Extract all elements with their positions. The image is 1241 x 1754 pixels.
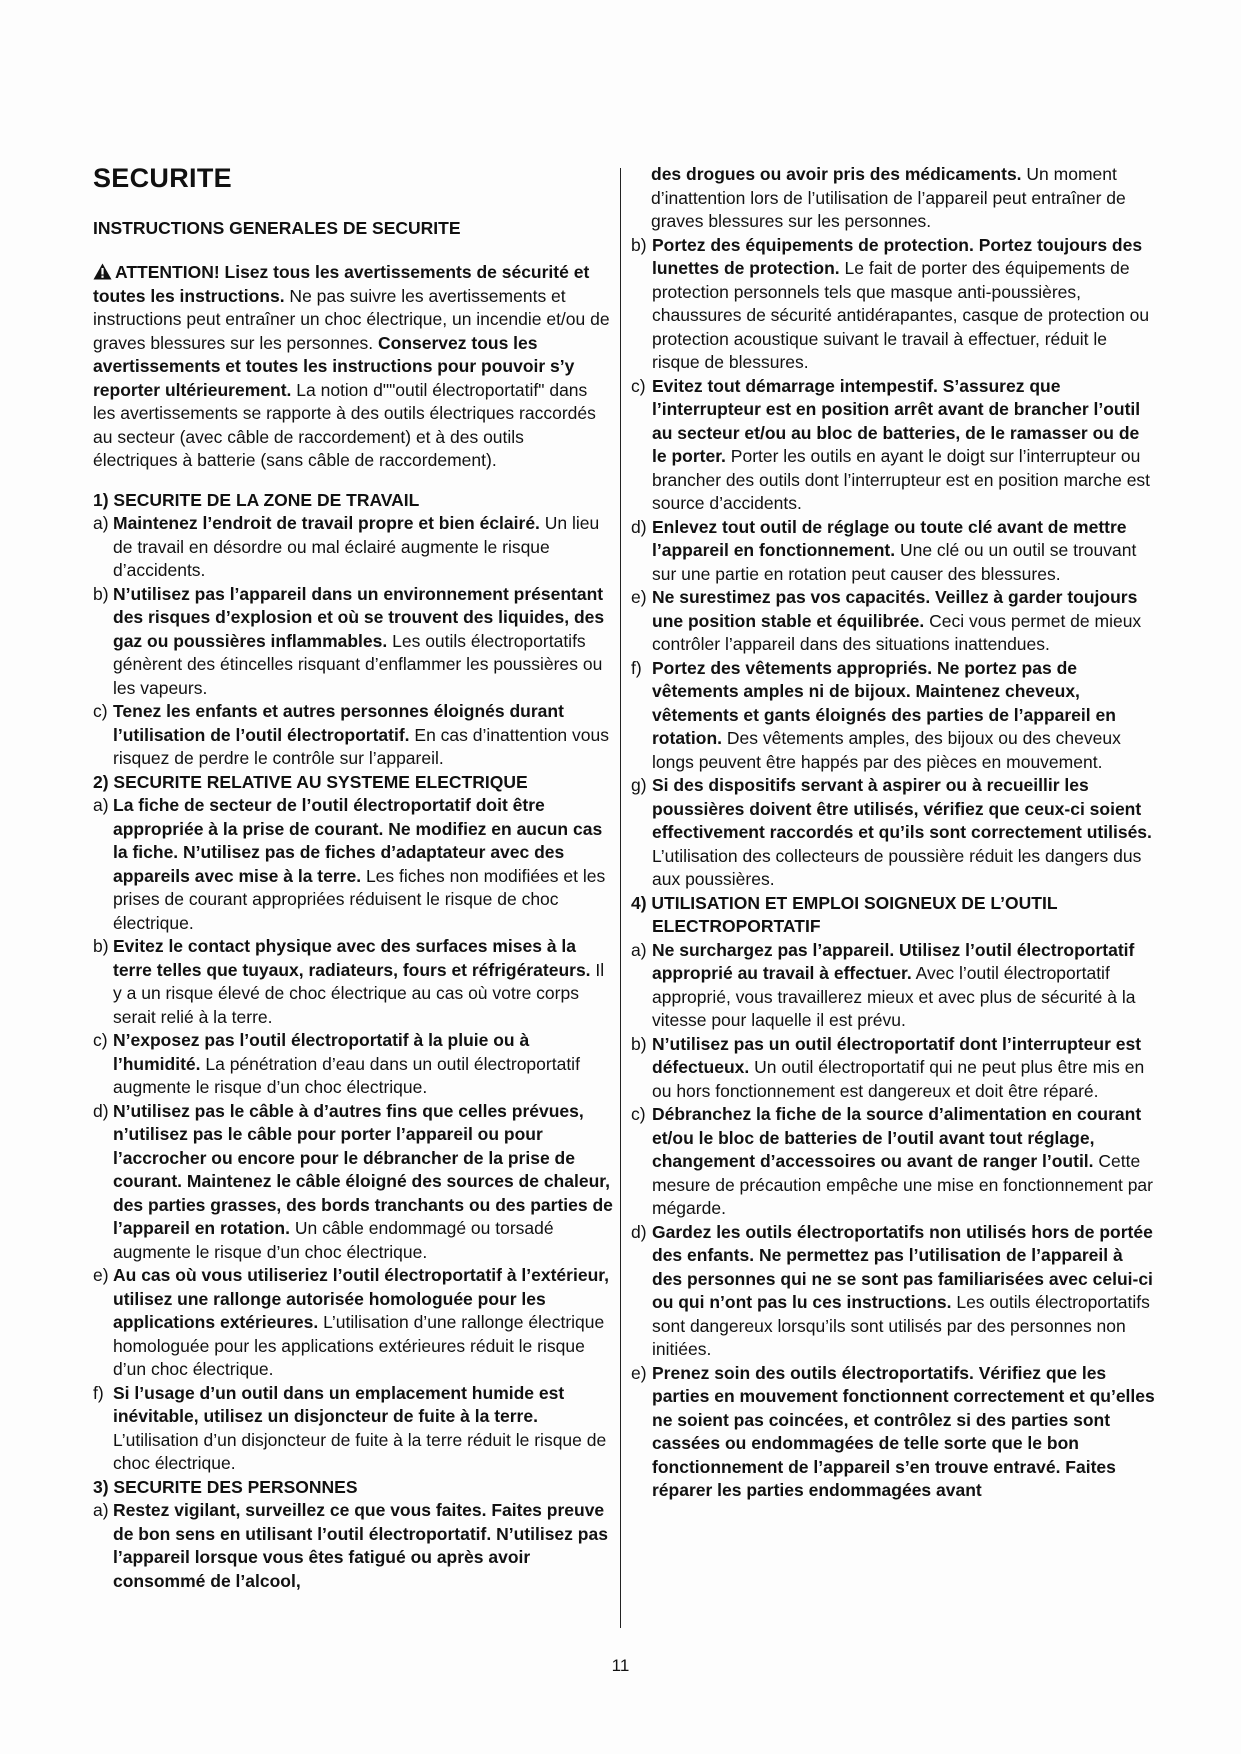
list-item: b) Portez des équipements de protection. Portez toujours des lunettes de protection. Le fait de porter des équipements de protection personnels tels que masque anti-poussières, chaussures de sécurité antidérapantes, casque de protection ou protection acoustique suivant le travail à effectuer, réduit le risque de blessures.	[631, 234, 1150, 372]
page-title: SECURITE	[93, 163, 232, 193]
right-column	[631, 163, 1156, 1503]
left-column	[93, 163, 613, 1593]
list-item: c) N’exposez pas l’outil électroportatif à la pluie ou à l’humidité. La pénétration d’eau dans un outil électroportatif augmente le risque d’un choc électrique.	[93, 1030, 580, 1097]
list-item: a) Ne surchargez pas l’appareil. Utilisez l’outil électroportatif approprié au travail à effectuer. Avec l’outil électroportatif approprié, vous travaillerez mieux et avec plus de sécurité à la vitesse pour laquelle il est prévu.	[631, 939, 1136, 1030]
column-divider	[620, 168, 621, 1628]
list-item: g) Si des dispositifs servant à aspirer ou à recueillir les poussières doivent être utilisés, vérifiez que ceux-ci soient effectivement raccordés et qu’ils sont correctement utilisés. L’utilisation des collecteurs de poussière réduit les dangers dus aux poussières.	[631, 775, 1152, 889]
section-4-title: 4) UTILISATION ET EMPLOI SOIGNEUX DE L’OUTIL ELECTROPORTATIF	[631, 892, 1058, 936]
section-3-title: 3) SECURITE DES PERSONNES	[93, 1476, 358, 1497]
list-item: a) Restez vigilant, surveillez ce que vous faites. Faites preuve de bon sens en utilisant l’outil électroportatif. N’utilisez pas l’appareil lorsque vous êtes fatigué ou après avoir consommé de l’alcool,	[93, 1500, 608, 1591]
list-item: c) Tenez les enfants et autres personnes éloignés durant l’utilisation de l’outil électroportatif. En cas d’inattention vous risquez de perdre le contrôle sur l’appareil.	[93, 701, 609, 768]
list-item: f) Si l’usage d’un outil dans un emplacement humide est inévitable, utilisez un disjoncteur de fuite à la terre. L’utilisation d’un disjoncteur de fuite à la terre réduit le risque de choc électrique.	[93, 1382, 607, 1473]
list-item: d) N’utilisez pas le câble à d’autres fins que celles prévues, n’utilisez pas le câble pour porter l’appareil ou pour l’accrocher ou encore pour le débrancher de la prise de courant. Maintenez le câble éloigné des sources de chaleur, des parties grasses, des bords tranchants ou des parties de l’appareil en rotation. Un câble endommagé ou torsadé augmente le risque d’un choc électrique.	[93, 1100, 613, 1262]
page-subtitle: INSTRUCTIONS GENERALES DE SECURITE	[93, 218, 461, 238]
list-item: d) Gardez les outils électroportatifs non utilisés hors de portée des enfants. Ne permettez pas l’utilisation de l’appareil à des personnes qui ne se sont pas familiarisées avec celui-ci ou qui n’ont pas lu ces instructions. Les outils électroportatifs sont dangereux lorsqu’ils sont utilisés par des personnes non initiées.	[631, 1221, 1153, 1359]
list-item: b) N’utilisez pas un outil électroportatif dont l’interrupteur est défectueux. Un outil électroportatif qui ne peut plus être mis en ou hors fonctionnement est dangereux et doit être réparé.	[631, 1033, 1145, 1101]
list-item: f) Portez des vêtements appropriés. Ne portez pas de vêtements amples ni de bijoux. Maintenez cheveux, vêtements et gants éloignés des parties de l’appareil en rotation. Des vêtements amples, des bijoux ou des cheveux longs peuvent être happés par des pièces en mouvement.	[631, 657, 1121, 772]
list-item: c) Débranchez la fiche de la source d’alimentation en courant et/ou le bloc de batteries de l’outil avant tout réglage, changement d’accessoires ou avant de ranger l’outil. Cette mesure de précaution empêche une mise en fonctionnement par mégarde.	[631, 1104, 1153, 1218]
list-item: a) La fiche de secteur de l’outil électroportatif doit être appropriée à la prise de courant. Ne modifiez en aucun cas la fiche. N’utilisez pas de fiches d’adaptateur avec des appareils avec mise à la terre. Les fiches non modifiées et les prises de courant appropriées réduisent le risque de choc électrique.	[93, 795, 606, 933]
warning-bold-1: ATTENTION! Lisez tous les avertissements de sécurité et toutes les instructions.	[93, 262, 590, 306]
list-item: b) Evitez le contact physique avec des surfaces mises à la terre telles que tuyaux, radiateurs, fours et réfrigérateurs. Il y a un risque élevé de choc électrique au cas où votre corps serait relié à la terre.	[93, 936, 605, 1027]
list-item: b) N’utilisez pas l’appareil dans un environnement présentant des risques d’explosion et où se trouvent des liquides, des gaz ou poussières inflammables. Les outils électroportatifs génèrent des étincelles risquant d’enflammer les poussières ou les vapeurs.	[93, 583, 605, 698]
warning-bold-2: Conservez tous les avertissements et toutes les instructions pour pouvoir s’y reporter ultérieurement.	[93, 332, 575, 400]
warning-triangle-icon	[93, 263, 112, 280]
section-1-title: 1) SECURITE DE LA ZONE DE TRAVAIL	[93, 489, 420, 510]
general-warning	[93, 261, 613, 473]
list-item: e) Au cas où vous utiliseriez l’outil électroportatif à l’extérieur, utilisez une rallonge autorisée homologuée pour les applications extérieures. L’utilisation d’une rallonge électrique homologuée pour les applications extérieures réduit le risque d’un choc électrique.	[93, 1265, 609, 1379]
list-item: d) Enlevez tout outil de réglage ou toute clé avant de mettre l’appareil en fonctionnement. Une clé ou un outil se trouvant sur une partie en rotation peut causer des blessures.	[631, 516, 1137, 584]
warning-text-1: Ne pas suivre les avertissements et instructions peut entraîner un choc électrique, un incendie et/ou de graves blessures sur les personnes.	[93, 285, 610, 353]
list-item: c) Evitez tout démarrage intempestif. S’assurez que l’interrupteur est en position arrêt avant de brancher l’outil au secteur et/ou au bloc de batteries, de le ramasser ou de le porter. Porter les outils en ayant le doigt sur l’interrupteur ou brancher des outils dont l’interrupteur est en position marche est source d’accidents.	[631, 375, 1151, 513]
section-2-title: 2) SECURITE RELATIVE AU SYSTEME ELECTRIQUE	[93, 771, 528, 792]
list-item-continuation: des drogues ou avoir pris des médicaments. Un moment d’inattention lors de l’utilisation de l’appareil peut entraîner de graves blessures sur les personnes.	[651, 164, 1126, 231]
list-item: e) Prenez soin des outils électroportatifs. Vérifiez que les parties en mouvement fonctionnent correctement et qu’elles ne soient pas coincées, et contrôlez si des parties sont cassées ou endommagées de telle sorte que le bon fonctionnement de l’appareil s’en trouve entravé. Faites réparer les parties endommagées avant	[631, 1362, 1155, 1500]
list-item: a) Maintenez l’endroit de travail propre et bien éclairé. Un lieu de travail en désordre ou mal éclairé augmente le risque d’accidents.	[93, 513, 600, 580]
warning-text-2: La notion d""outil électroportatif" dans les avertissements se rapporte à des outils électriques raccordés au secteur (avec câble de raccordement) et à des outils électriques à batterie (sans câble de raccordement).	[93, 379, 596, 470]
page-number: 11	[611, 1656, 630, 1675]
list-item: e) Ne surestimez pas vos capacités. Veillez à garder toujours une position stable et équilibrée. Ceci vous permet de mieux contrôler l’appareil dans des situations inattendues.	[631, 587, 1142, 654]
